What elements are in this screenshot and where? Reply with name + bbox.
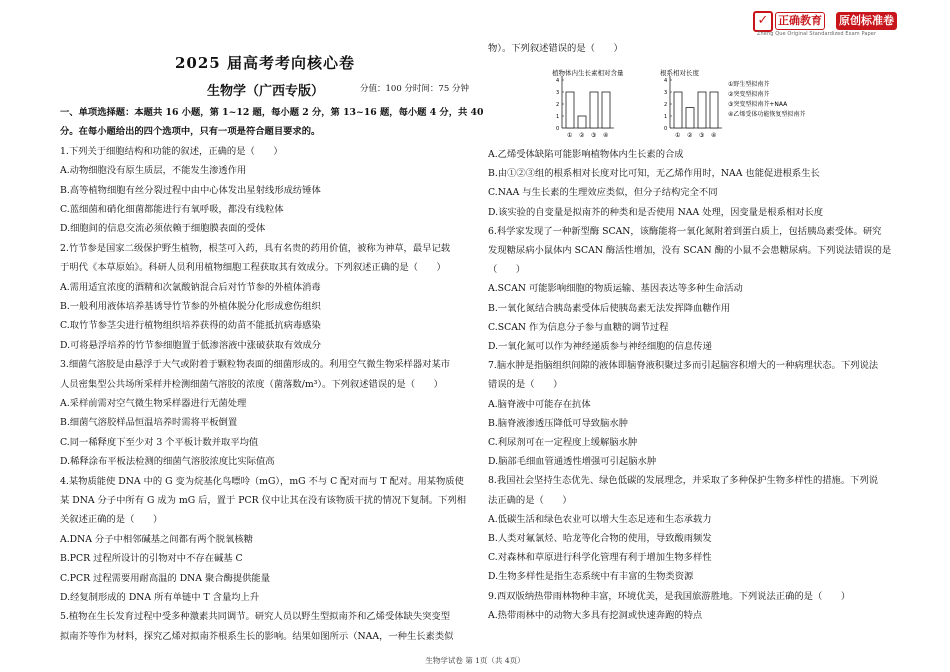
- text-line: B.细菌气溶胶样品恒温培养时需将平板倒置: [60, 417, 238, 429]
- text-line: B.脑脊液渗透压降低可导致脑水肿: [488, 417, 628, 429]
- chart-title: 根系相对长度: [660, 69, 699, 77]
- x-category-label: ④: [711, 132, 717, 139]
- x-category-label: ③: [591, 132, 597, 139]
- y-tick-label: 4: [556, 78, 560, 84]
- score-time-info: 分值：100 分时间：75 分钟: [360, 84, 469, 94]
- text-line: C.同一稀释度下至少对 3 个平板计数并取平均值: [60, 436, 259, 448]
- y-tick-label: 1: [664, 114, 668, 120]
- x-category-label: ②: [579, 132, 585, 139]
- text-line: 一、单项选择题：本题共 16 小题，第 1~12 题，每小题 2 分，第 13~16 题，每小题 4 分，共 40: [60, 107, 484, 118]
- text-line: 8.我国社会坚持生态优先、绿色低碳的发展理念，并采取了多种保护生物多样性的措施。下列说: [488, 475, 879, 487]
- text-line: B.由①②③组的根系相对长度对比可知，无乙烯作用时，NAA 也能促进根系生长: [488, 168, 820, 180]
- y-tick-label: 0: [556, 126, 560, 132]
- text-line: A.SCAN 可能影响细胞的物质运输、基因表达等多种生命活动: [488, 283, 743, 295]
- exam-subtitle: 生物学（广西专版）: [207, 84, 325, 99]
- logo-subtitle: Zheng Que Original Standardized Exam Paper: [757, 31, 877, 37]
- text-line: 9.西双版纳热带雨林物种丰富，环境优美，是我国旅游胜地。下列说法正确的是（ ）: [488, 590, 851, 602]
- text-line: 错误的是（ ）: [488, 379, 563, 391]
- y-tick-label: 0: [664, 126, 668, 132]
- text-line: D.经复制形成的 DNA 所有单链中 T 含量均上升: [60, 592, 260, 603]
- text-line: B.PCR 过程所设计的引物对中不存在碱基 C: [60, 553, 243, 565]
- x-category-label: ①: [567, 132, 573, 139]
- text-line: A.需用适宜浓度的酒精和次氯酸钠混合后对竹节参的外植体消毒: [60, 281, 321, 293]
- text-line: 发现糖尿病小鼠体内 SCAN 酶活性增加，没有 SCAN 酶的小鼠不会患糖尿病。下列说法错误的是: [488, 245, 892, 256]
- text-line: D.脑部毛细血管通透性增强可引起脑水肿: [488, 456, 657, 468]
- text-line: 5.植物在生长发育过程中受多种激素共同调节。研究人员以野生型拟南芥和乙烯受体缺失突变型: [60, 611, 451, 623]
- text-line: 于明代《本草原始》。科研人员利用植物细胞工程获取其有效成分。下列叙述正确的是（ ）: [60, 262, 446, 274]
- bar: [698, 92, 706, 128]
- text-line: 2.竹节参是国家二级保护野生植物，根茎可入药，具有名贵的药用价值，被称为神草，最早记载: [60, 242, 451, 254]
- text-line: D.一氧化氮可以作为神经递质参与神经细胞的信息传递: [488, 341, 712, 352]
- text-line: B.一氧化氮结合胰岛素受体后使胰岛素无法发挥降血糖作用: [488, 302, 731, 314]
- text-line: D.可将悬浮培养的竹节参细胞置于低渗溶液中涨破获取有效成分: [60, 339, 322, 351]
- x-category-label: ②: [687, 132, 693, 139]
- figure-charts: [552, 66, 832, 142]
- logo-tag: 原创标准卷: [836, 12, 897, 30]
- bar: [590, 92, 598, 128]
- text-line: 拟南芥等作为材料，探究乙烯对拟南芥根系生长的影响。结果如图所示（NAA，一种生长素类似: [60, 630, 454, 642]
- legend-item: ④乙烯受体功能恢复型拟南芥: [728, 111, 806, 118]
- text-line: C.PCR 过程需要用耐高温的 DNA 聚合酶提供能量: [60, 572, 271, 584]
- text-line: D.细胞间的信息交流必须依赖于细胞膜表面的受体: [60, 223, 266, 235]
- text-line: 人员密集型公共场所采样并检测细菌气溶胶的浓度（菌落数/m³）。下列叙述错误的是（ ）: [60, 378, 443, 390]
- text-line: 关叙述正确的是（ ）: [60, 514, 163, 526]
- bar: [710, 92, 718, 128]
- text-line: C.对森林和草原进行科学化管理有利于增加生物多样性: [488, 552, 712, 564]
- y-tick-label: 3: [556, 90, 560, 96]
- check-icon: ✓: [753, 11, 773, 32]
- text-line: A.低碳生活和绿色农业可以增大生态足迹和生态承载力: [488, 513, 712, 525]
- text-line: 某 DNA 分子中所有 G 成为 mG 后，置于 PCR 仪中让其在没有该物质干扰的情况下复制。下列相: [60, 495, 467, 506]
- text-line: C.利尿剂可在一定程度上缓解脑水肿: [488, 437, 638, 448]
- text-line: D.生物多样性是指生态系统中有丰富的生物类资源: [488, 571, 694, 583]
- text-line: 6.科学家发现了一种新型酶 SCAN，该酶能将一氧化氮附着到蛋白质上，包括胰岛素受体。研究: [488, 225, 882, 237]
- x-category-label: ③: [699, 132, 705, 139]
- bar: [566, 92, 574, 128]
- y-tick-label: 2: [664, 102, 668, 108]
- text-line: B.高等植物细胞有丝分裂过程中由中心体发出星射线形成纺锤体: [60, 184, 321, 196]
- text-line: 分。在每小题给出的四个选项中，只有一项是符合题目要求的。: [60, 126, 321, 138]
- text-line: A.热带雨林中的动物大多具有挖洞或快速奔跑的特点: [488, 609, 703, 621]
- text-line: B.一般利用液体培养基诱导竹节参的外植体脱分化形成愈伤组织: [60, 301, 321, 312]
- text-line: A.采样前需对空气微生物采样器进行无菌处理: [60, 398, 247, 409]
- text-line: C.SCAN 作为信息分子参与血糖的调节过程: [488, 321, 669, 333]
- text-line: C.蓝细菌和硝化细菌都能进行有氧呼吸，都没有线粒体: [60, 204, 284, 215]
- y-tick-label: 1: [556, 114, 560, 120]
- text-line: A.动物细胞没有原生质层，不能发生渗透作用: [60, 165, 247, 177]
- logo-name: 正确教育: [775, 12, 825, 30]
- text-line: 1.下列关于细胞结构和功能的叙述，正确的是（ ）: [60, 145, 283, 157]
- text-line: 4.某物质能使 DNA 中的 G 变为烷基化鸟嘌呤（mG），mG 不与 C 配对而与 T 配对。用某物质使: [60, 475, 464, 487]
- x-category-label: ①: [675, 132, 681, 139]
- y-tick-label: 2: [556, 102, 560, 108]
- text-line: A.乙烯受体缺陷可能影响植物体内生长素的合成: [488, 149, 684, 160]
- bar: [686, 108, 694, 128]
- publisher-logo: [753, 10, 943, 40]
- y-tick-label: 4: [664, 78, 668, 84]
- legend-item: ②突变型拟南芥: [728, 91, 770, 98]
- legend-item: ③突变型拟南芥+NAA: [728, 101, 788, 108]
- text-line: C.NAA 与生长素的生理效应类似，但分子结构完全不同: [488, 187, 718, 199]
- bar: [602, 92, 610, 128]
- text-line: D.该实验的自变量是拟南芥的种类和是否使用 NAA 处理，因变量是根系相对长度: [488, 206, 824, 218]
- chart-title: 植物体内生长素相对含量: [552, 69, 624, 77]
- text-line: A.脑脊液中可能存在抗体: [488, 398, 591, 410]
- exam-title: 2025 届高考考向核心卷: [175, 54, 355, 72]
- text-line: 7.脑水肿是指脑组织间隙的液体即脑脊液积聚过多而引起脑容积增大的一种病理状态。下列说法: [488, 360, 879, 372]
- text-line: 物）。下列叙述错误的是（ ）: [488, 43, 623, 54]
- text-line: D.稀释涂布平板法检测的细菌气溶胶浓度比实际值高: [60, 456, 275, 468]
- text-line: C.取竹节参茎尖进行植物组织培养获得的幼苗不能抵抗病毒感染: [60, 320, 321, 332]
- legend-item: ①野生型拟南芥: [728, 81, 770, 88]
- bar: [674, 92, 682, 128]
- page-footer: 生物学试卷 第 1页（共 4页）: [425, 656, 525, 665]
- text-line: A.DNA 分子中相邻碱基之间都有两个脱氧核糖: [60, 533, 253, 545]
- text-line: B.人类对氟氯烃、哈龙等化合物的使用，导致酸雨频发: [488, 533, 712, 544]
- x-category-label: ④: [603, 132, 609, 139]
- text-line: 3.细菌气溶胶是由悬浮于大气或附着于颗粒物表面的细菌形成的。利用空气微生物采样器对某市: [60, 359, 451, 371]
- bar: [578, 116, 586, 128]
- text-line: （ ）: [488, 264, 526, 276]
- y-tick-label: 3: [664, 90, 668, 96]
- text-line: 法正确的是（ ）: [488, 494, 572, 506]
